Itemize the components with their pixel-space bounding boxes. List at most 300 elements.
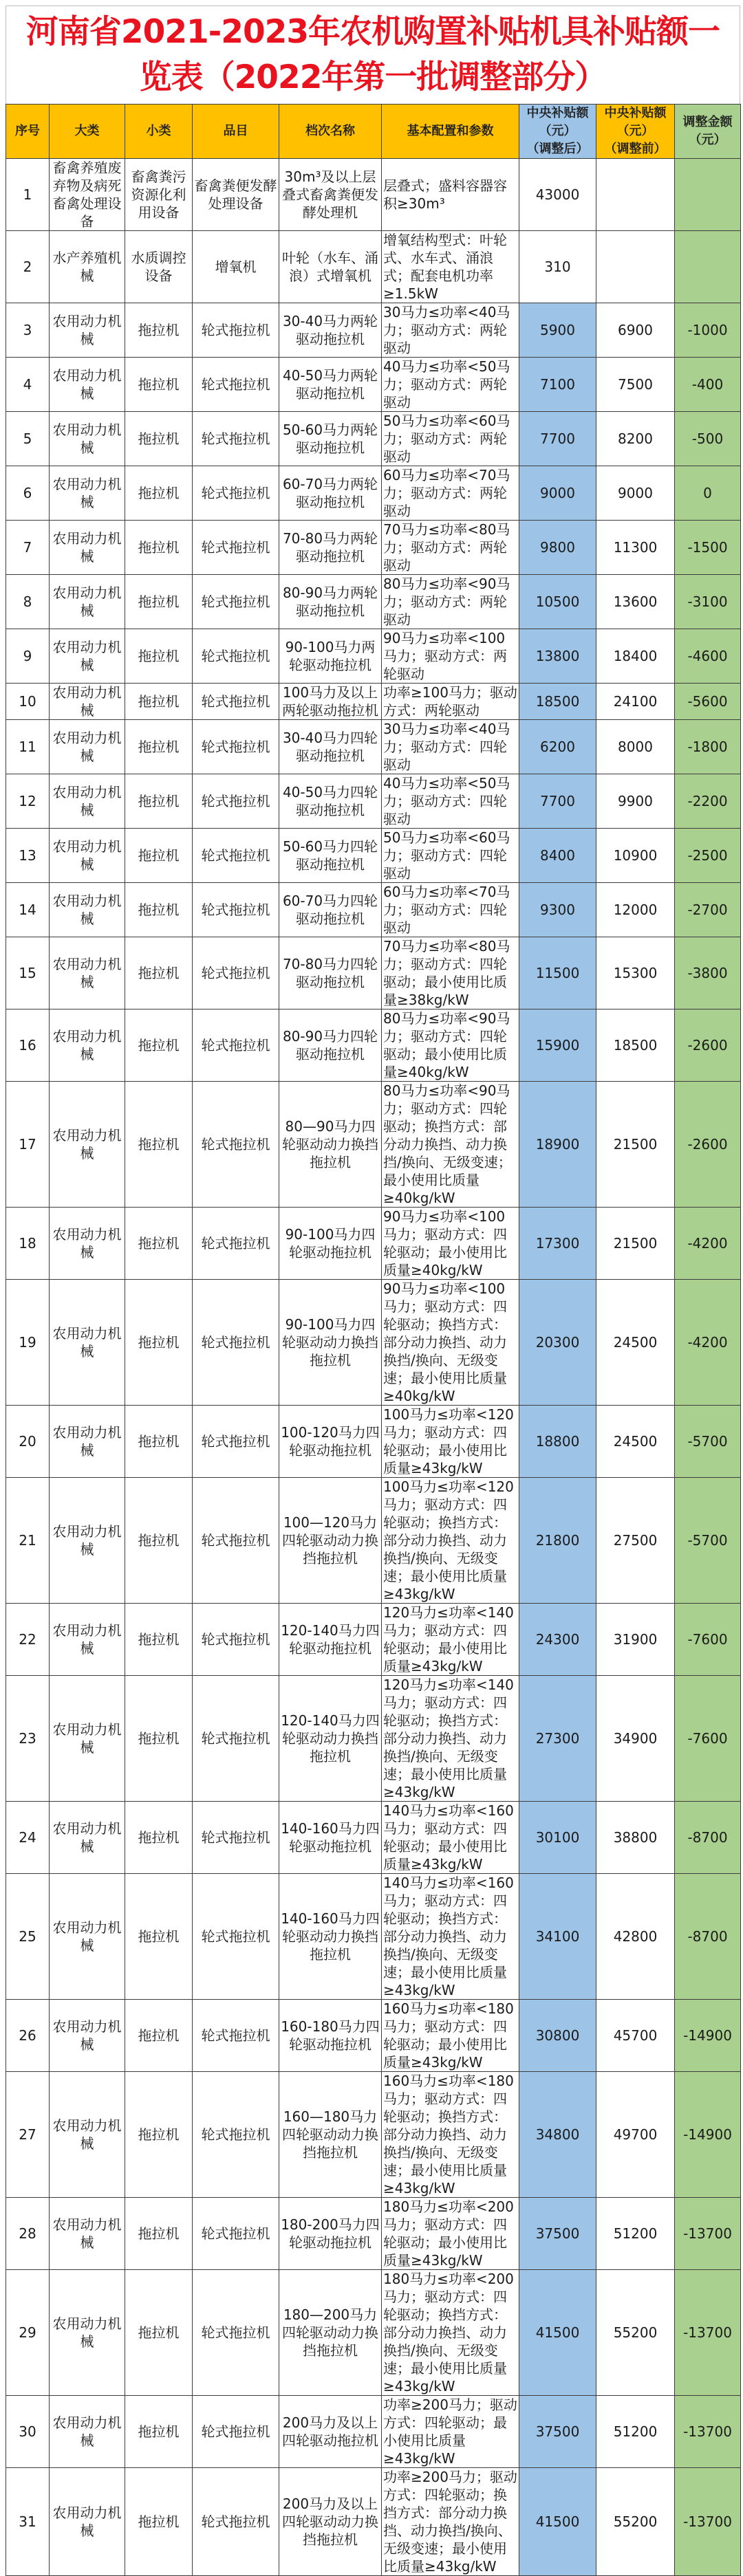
subcategory-cell: 拖拉机 (125, 358, 193, 412)
category-cell: 水产养殖机械 (50, 231, 125, 303)
params-cell: 120马力≤功率<140马力；驱动方式：四轮驱动；最小使用比质量≥43kg/kW (382, 1604, 519, 1676)
params-cell: 50马力≤功率<60马力；驱动方式：两轮驱动 (382, 412, 519, 466)
subsidy-table (6, 104, 741, 2576)
seq-cell: 25 (6, 1874, 50, 2000)
category-cell: 农用动力机械 (50, 1802, 125, 1874)
item-cell: 轮式拖拉机 (193, 575, 279, 629)
grade-cell: 90-100马力四轮驱动拖拉机 (279, 1208, 382, 1280)
subsidy-after-cell: 37500 (519, 2198, 596, 2270)
subcategory-cell: 拖拉机 (125, 1406, 193, 1478)
adjustment-cell: -1800 (675, 720, 741, 774)
subsidy-after-cell: 24300 (519, 1604, 596, 1676)
seq-cell: 1 (6, 159, 50, 231)
header-line: 中央补贴额 (526, 106, 589, 120)
subsidy-before-cell: 49700 (596, 2072, 675, 2198)
seq-cell: 5 (6, 412, 50, 466)
category-cell: 农用动力机械 (50, 937, 125, 1009)
category-cell: 农用动力机械 (50, 1082, 125, 1208)
category-cell: 农用动力机械 (50, 829, 125, 883)
params-cell: 160马力≤功率<180马力；驱动方式：四轮驱动；换挡方式：部分动力换挡、动力换挡/换向、无级变速；最小使用比质量≥43kg/kW (382, 2072, 519, 2198)
category-cell: 农用动力机械 (50, 303, 125, 358)
subsidy-before-cell: 18500 (596, 1009, 675, 1082)
subcategory-cell: 拖拉机 (125, 774, 193, 829)
subsidy-before-cell: 6900 (596, 303, 675, 358)
subsidy-before-cell: 24500 (596, 1406, 675, 1478)
subsidy-after-cell: 30100 (519, 1802, 596, 1874)
table-row (6, 1802, 741, 1874)
subsidy-before-cell: 8000 (596, 720, 675, 774)
subsidy-before-cell: 9000 (596, 466, 675, 521)
params-cell: 层叠式；盛料容器容积≥30m³ (382, 159, 519, 231)
table-row (6, 937, 741, 1009)
adjustment-cell: -4600 (675, 629, 741, 684)
adjustment-cell: -13700 (675, 2468, 741, 2576)
subcategory-cell: 拖拉机 (125, 720, 193, 774)
subcategory-cell: 拖拉机 (125, 412, 193, 466)
subsidy-before-cell: 21500 (596, 1082, 675, 1208)
subsidy-after-cell: 17300 (519, 1208, 596, 1280)
subsidy-before-cell: 38800 (596, 1802, 675, 1874)
subcategory-cell: 拖拉机 (125, 2468, 193, 2576)
subsidy-after-cell: 8400 (519, 829, 596, 883)
item-cell: 轮式拖拉机 (193, 412, 279, 466)
seq-cell: 20 (6, 1406, 50, 1478)
grade-cell: 140-160马力四轮驱动动力换挡拖拉机 (279, 1874, 382, 2000)
table-row (6, 1208, 741, 1280)
subsidy-after-cell: 7700 (519, 412, 596, 466)
subcategory-cell: 拖拉机 (125, 684, 193, 720)
params-cell: 160马力≤功率<180马力；驱动方式：四轮驱动；最小使用比质量≥43kg/kW (382, 2000, 519, 2072)
category-cell: 农用动力机械 (50, 2072, 125, 2198)
category-cell: 农用动力机械 (50, 358, 125, 412)
subsidy-before-cell: 51200 (596, 2396, 675, 2468)
page-title: 河南省2021-2023年农机购置补贴机具补贴额一览表（2022年第一批调整部分） (6, 6, 740, 104)
seq-cell: 17 (6, 1082, 50, 1208)
grade-cell: 120-140马力四轮驱动拖拉机 (279, 1604, 382, 1676)
subcategory-cell: 拖拉机 (125, 1604, 193, 1676)
subsidy-before-cell: 55200 (596, 2270, 675, 2396)
header-line: （元） (689, 133, 726, 147)
subsidy-after-cell: 37500 (519, 2396, 596, 2468)
subsidy-after-cell: 34800 (519, 2072, 596, 2198)
params-cell: 60马力≤功率<70马力；驱动方式：两轮驱动 (382, 466, 519, 521)
category-cell: 农用动力机械 (50, 2396, 125, 2468)
seq-cell: 14 (6, 883, 50, 937)
table-row (6, 720, 741, 774)
grade-cell: 30m³及以上层叠式畜禽粪便发酵处理机 (279, 159, 382, 231)
item-cell: 轮式拖拉机 (193, 1406, 279, 1478)
subcategory-cell: 拖拉机 (125, 1802, 193, 1874)
subsidy-after-cell: 13800 (519, 629, 596, 684)
subcategory-cell: 拖拉机 (125, 2198, 193, 2270)
col-header-grade: 档次名称 (279, 105, 382, 159)
subcategory-cell: 拖拉机 (125, 2396, 193, 2468)
seq-cell: 24 (6, 1802, 50, 1874)
item-cell: 轮式拖拉机 (193, 1009, 279, 1082)
seq-cell: 19 (6, 1280, 50, 1406)
grade-cell: 50-60马力四轮驱动拖拉机 (279, 829, 382, 883)
grade-cell: 60-70马力两轮驱动拖拉机 (279, 466, 382, 521)
subsidy-before-cell: 34900 (596, 1676, 675, 1802)
subsidy-after-cell: 41500 (519, 2468, 596, 2576)
grade-cell: 40-50马力两轮驱动拖拉机 (279, 358, 382, 412)
seq-cell: 11 (6, 720, 50, 774)
item-cell: 轮式拖拉机 (193, 466, 279, 521)
seq-cell: 29 (6, 2270, 50, 2396)
item-cell: 轮式拖拉机 (193, 2270, 279, 2396)
table-row (6, 629, 741, 684)
subcategory-cell: 拖拉机 (125, 575, 193, 629)
grade-cell: 70-80马力四轮驱动拖拉机 (279, 937, 382, 1009)
table-row (6, 159, 741, 231)
item-cell: 轮式拖拉机 (193, 2198, 279, 2270)
adjustment-cell: -14900 (675, 2000, 741, 2072)
subcategory-cell: 畜禽粪污资源化利用设备 (125, 159, 193, 231)
table-row (6, 2198, 741, 2270)
adjustment-cell: -13700 (675, 2198, 741, 2270)
adjustment-cell: -400 (675, 358, 741, 412)
subsidy-before-cell: 15300 (596, 937, 675, 1009)
table-row (6, 231, 741, 303)
subsidy-before-cell: 42800 (596, 1874, 675, 2000)
subsidy-after-cell: 9300 (519, 883, 596, 937)
params-cell: 40马力≤功率<50马力；驱动方式：两轮驱动 (382, 358, 519, 412)
item-cell: 轮式拖拉机 (193, 1208, 279, 1280)
adjustment-cell: -1500 (675, 521, 741, 575)
subsidy-after-cell: 6200 (519, 720, 596, 774)
table-row (6, 1082, 741, 1208)
seq-cell: 22 (6, 1604, 50, 1676)
params-cell: 140马力≤功率<160马力；驱动方式：四轮驱动；最小使用比质量≥43kg/kW (382, 1802, 519, 1874)
category-cell: 农用动力机械 (50, 2198, 125, 2270)
category-cell: 农用动力机械 (50, 1406, 125, 1478)
subsidy-before-cell: 9900 (596, 774, 675, 829)
item-cell: 增氧机 (193, 231, 279, 303)
subsidy-after-cell: 43000 (519, 159, 596, 231)
subcategory-cell: 拖拉机 (125, 629, 193, 684)
params-cell: 90马力≤功率<100马力；驱动方式：两轮驱动 (382, 629, 519, 684)
seq-cell: 2 (6, 231, 50, 303)
grade-cell: 叶轮（水车、涌浪）式增氧机 (279, 231, 382, 303)
subcategory-cell: 拖拉机 (125, 937, 193, 1009)
category-cell: 农用动力机械 (50, 1280, 125, 1406)
table-row (6, 358, 741, 412)
subcategory-cell: 水质调控设备 (125, 231, 193, 303)
category-cell: 农用动力机械 (50, 883, 125, 937)
grade-cell: 50-60马力两轮驱动拖拉机 (279, 412, 382, 466)
table-row (6, 1406, 741, 1478)
grade-cell: 30-40马力四轮驱动拖拉机 (279, 720, 382, 774)
params-cell: 70马力≤功率<80马力；驱动方式：两轮驱动 (382, 521, 519, 575)
seq-cell: 3 (6, 303, 50, 358)
grade-cell: 60-70马力四轮驱动拖拉机 (279, 883, 382, 937)
col-header-subsidy-after (519, 105, 596, 159)
table-row (6, 2270, 741, 2396)
subsidy-after-cell: 310 (519, 231, 596, 303)
params-cell: 90马力≤功率<100马力；驱动方式：四轮驱动；最小使用比质量≥40kg/kW (382, 1208, 519, 1280)
adjustment-cell: -5700 (675, 1478, 741, 1604)
seq-cell: 15 (6, 937, 50, 1009)
adjustment-cell: -2700 (675, 883, 741, 937)
subsidy-after-cell: 11500 (519, 937, 596, 1009)
subcategory-cell: 拖拉机 (125, 2000, 193, 2072)
adjustment-cell: -13700 (675, 2270, 741, 2396)
header-line: 中央补贴额 (604, 106, 667, 120)
item-cell: 轮式拖拉机 (193, 1478, 279, 1604)
params-cell: 120马力≤功率<140马力；驱动方式：四轮驱动；换挡方式：部分动力换挡、动力换挡/换向、无级变速；最小使用比质量≥43kg/kW (382, 1676, 519, 1802)
category-cell: 农用动力机械 (50, 684, 125, 720)
item-cell: 轮式拖拉机 (193, 358, 279, 412)
item-cell: 轮式拖拉机 (193, 1874, 279, 2000)
adjustment-cell: -500 (675, 412, 741, 466)
grade-cell: 90-100马力四轮驱动动力换挡拖拉机 (279, 1280, 382, 1406)
table-row (6, 684, 741, 720)
adjustment-cell: -8700 (675, 1802, 741, 1874)
subsidy-before-cell: 18400 (596, 629, 675, 684)
item-cell: 轮式拖拉机 (193, 1802, 279, 1874)
header-line: （调整前） (604, 142, 667, 156)
subcategory-cell: 拖拉机 (125, 1478, 193, 1604)
grade-cell: 120-140马力四轮驱动动力换挡拖拉机 (279, 1676, 382, 1802)
subsidy-after-cell: 9000 (519, 466, 596, 521)
params-cell: 180马力≤功率<200马力；驱动方式：四轮驱动；换挡方式：部分动力换挡、动力换挡/换向、无级变速；最小使用比质量≥43kg/kW (382, 2270, 519, 2396)
subcategory-cell: 拖拉机 (125, 466, 193, 521)
grade-cell: 80—90马力四轮驱动动力换挡拖拉机 (279, 1082, 382, 1208)
subsidy-after-cell: 15900 (519, 1009, 596, 1082)
item-cell: 轮式拖拉机 (193, 883, 279, 937)
seq-cell: 9 (6, 629, 50, 684)
category-cell: 农用动力机械 (50, 521, 125, 575)
subcategory-cell: 拖拉机 (125, 521, 193, 575)
subsidy-after-cell: 34100 (519, 1874, 596, 2000)
adjustment-cell: -14900 (675, 2072, 741, 2198)
subcategory-cell: 拖拉机 (125, 829, 193, 883)
seq-cell: 4 (6, 358, 50, 412)
table-row (6, 883, 741, 937)
params-cell: 80马力≤功率<90马力；驱动方式：四轮驱动；换挡方式：部分动力换挡、动力换挡/换向、无级变速；最小使用比质量≥40kg/kW (382, 1082, 519, 1208)
category-cell: 农用动力机械 (50, 2270, 125, 2396)
grade-cell: 30-40马力两轮驱动拖拉机 (279, 303, 382, 358)
adjustment-cell: -4200 (675, 1208, 741, 1280)
subsidy-before-cell: 12000 (596, 883, 675, 937)
subcategory-cell: 拖拉机 (125, 1280, 193, 1406)
subsidy-before-cell: 11300 (596, 521, 675, 575)
col-header-category: 大类 (50, 105, 125, 159)
table-row (6, 466, 741, 521)
category-cell: 农用动力机械 (50, 1478, 125, 1604)
subsidy-before-cell (596, 159, 675, 231)
subcategory-cell: 拖拉机 (125, 1009, 193, 1082)
col-header-item: 品目 (193, 105, 279, 159)
subsidy-after-cell: 30800 (519, 2000, 596, 2072)
subcategory-cell: 拖拉机 (125, 1676, 193, 1802)
params-cell: 100马力≤功率<120马力；驱动方式：四轮驱动；换挡方式：部分动力换挡、动力换挡/换向、无级变速；最小使用比质量≥43kg/kW (382, 1478, 519, 1604)
col-header-params: 基本配置和参数 (382, 105, 519, 159)
params-cell: 功率≥200马力；驱动方式：四轮驱动；最小使用比质量≥43kg/kW (382, 2396, 519, 2468)
category-cell: 农用动力机械 (50, 412, 125, 466)
subsidy-before-cell: 24100 (596, 684, 675, 720)
subsidy-after-cell: 18800 (519, 1406, 596, 1478)
subsidy-before-cell: 8200 (596, 412, 675, 466)
header-line: （元） (616, 124, 654, 138)
table-row (6, 2468, 741, 2576)
subcategory-cell: 拖拉机 (125, 1874, 193, 2000)
subsidy-before-cell: 24500 (596, 1280, 675, 1406)
subcategory-cell: 拖拉机 (125, 1208, 193, 1280)
subsidy-after-cell: 5900 (519, 303, 596, 358)
item-cell: 轮式拖拉机 (193, 684, 279, 720)
params-cell: 60马力≤功率<70马力；驱动方式：四轮驱动 (382, 883, 519, 937)
params-cell: 40马力≤功率<50马力；驱动方式：四轮驱动 (382, 774, 519, 829)
params-cell: 100马力≤功率<120马力；驱动方式：四轮驱动；最小使用比质量≥43kg/kW (382, 1406, 519, 1478)
grade-cell: 80-90马力两轮驱动拖拉机 (279, 575, 382, 629)
table-row (6, 2396, 741, 2468)
header-line: （调整后） (526, 142, 589, 156)
adjustment-cell: -2600 (675, 1009, 741, 1082)
adjustment-cell: -5700 (675, 1406, 741, 1478)
subcategory-cell: 拖拉机 (125, 303, 193, 358)
item-cell: 轮式拖拉机 (193, 937, 279, 1009)
table-row (6, 829, 741, 883)
category-cell: 畜禽养殖废弃物及病死畜禽处理设备 (50, 159, 125, 231)
table-row (6, 2000, 741, 2072)
category-cell: 农用动力机械 (50, 774, 125, 829)
seq-cell: 13 (6, 829, 50, 883)
item-cell: 轮式拖拉机 (193, 1676, 279, 1802)
subsidy-before-cell: 13600 (596, 575, 675, 629)
category-cell: 农用动力机械 (50, 2468, 125, 2576)
item-cell: 轮式拖拉机 (193, 774, 279, 829)
seq-cell: 28 (6, 2198, 50, 2270)
subsidy-before-cell: 45700 (596, 2000, 675, 2072)
grade-cell: 100马力及以上两轮驱动拖拉机 (279, 684, 382, 720)
category-cell: 农用动力机械 (50, 1208, 125, 1280)
subsidy-after-cell: 20300 (519, 1280, 596, 1406)
category-cell: 农用动力机械 (50, 1604, 125, 1676)
col-header-seq: 序号 (6, 105, 50, 159)
grade-cell: 160-180马力四轮驱动拖拉机 (279, 2000, 382, 2072)
grade-cell: 180—200马力四轮驱动动力换挡拖拉机 (279, 2270, 382, 2396)
grade-cell: 200马力及以上四轮驱动拖拉机 (279, 2396, 382, 2468)
item-cell: 轮式拖拉机 (193, 720, 279, 774)
grade-cell: 200马力及以上四轮驱动动力换挡拖拉机 (279, 2468, 382, 2576)
col-header-subcategory: 小类 (125, 105, 193, 159)
adjustment-cell: 0 (675, 466, 741, 521)
category-cell: 农用动力机械 (50, 1009, 125, 1082)
grade-cell: 180-200马力四轮驱动拖拉机 (279, 2198, 382, 2270)
table-row (6, 575, 741, 629)
subsidy-before-cell: 21500 (596, 1208, 675, 1280)
header-line: 调整金额 (682, 115, 733, 129)
grade-cell: 140-160马力四轮驱动拖拉机 (279, 1802, 382, 1874)
subsidy-after-cell: 9800 (519, 521, 596, 575)
params-cell: 140马力≤功率<160马力；驱动方式：四轮驱动；换挡方式：部分动力换挡、动力换挡/换向、无级变速；最小使用比质量≥43kg/kW (382, 1874, 519, 2000)
item-cell: 畜禽粪便发酵处理设备 (193, 159, 279, 231)
subsidy-before-cell: 51200 (596, 2198, 675, 2270)
item-cell: 轮式拖拉机 (193, 1604, 279, 1676)
adjustment-cell: -4200 (675, 1280, 741, 1406)
seq-cell: 6 (6, 466, 50, 521)
seq-cell: 23 (6, 1676, 50, 1802)
subsidy-before-cell: 10900 (596, 829, 675, 883)
seq-cell: 26 (6, 2000, 50, 2072)
seq-cell: 12 (6, 774, 50, 829)
category-cell: 农用动力机械 (50, 1874, 125, 2000)
category-cell: 农用动力机械 (50, 1676, 125, 1802)
subcategory-cell: 拖拉机 (125, 883, 193, 937)
category-cell: 农用动力机械 (50, 466, 125, 521)
adjustment-cell (675, 159, 741, 231)
item-cell: 轮式拖拉机 (193, 829, 279, 883)
adjustment-cell: -7600 (675, 1604, 741, 1676)
adjustment-cell: -2500 (675, 829, 741, 883)
table-row (6, 1478, 741, 1604)
params-cell: 30马力≤功率<40马力；驱动方式：两轮驱动 (382, 303, 519, 358)
table-row (6, 774, 741, 829)
params-cell: 功率≥200马力；驱动方式：四轮驱动；换挡方式：部分动力换挡、动力换挡/换向、无级变速；最小使用比质量≥43kg/kW (382, 2468, 519, 2576)
seq-cell: 30 (6, 2396, 50, 2468)
adjustment-cell: -2600 (675, 1082, 741, 1208)
item-cell: 轮式拖拉机 (193, 521, 279, 575)
grade-cell: 40-50马力四轮驱动拖拉机 (279, 774, 382, 829)
grade-cell: 160—180马力四轮驱动动力换挡拖拉机 (279, 2072, 382, 2198)
table-body (6, 159, 741, 2576)
table-row (6, 1676, 741, 1802)
seq-cell: 8 (6, 575, 50, 629)
subsidy-after-cell: 7100 (519, 358, 596, 412)
subsidy-before-cell: 55200 (596, 2468, 675, 2576)
seq-cell: 21 (6, 1478, 50, 1604)
subsidy-after-cell: 10500 (519, 575, 596, 629)
subsidy-after-cell: 21800 (519, 1478, 596, 1604)
seq-cell: 7 (6, 521, 50, 575)
grade-cell: 70-80马力两轮驱动拖拉机 (279, 521, 382, 575)
adjustment-cell: -3100 (675, 575, 741, 629)
col-header-adjustment (675, 105, 741, 159)
subcategory-cell: 拖拉机 (125, 2072, 193, 2198)
item-cell: 轮式拖拉机 (193, 1082, 279, 1208)
subcategory-cell: 拖拉机 (125, 1082, 193, 1208)
item-cell: 轮式拖拉机 (193, 2000, 279, 2072)
grade-cell: 90-100马力两轮驱动拖拉机 (279, 629, 382, 684)
item-cell: 轮式拖拉机 (193, 629, 279, 684)
category-cell: 农用动力机械 (50, 629, 125, 684)
params-cell: 180马力≤功率<200马力；驱动方式：四轮驱动；最小使用比质量≥43kg/kW (382, 2198, 519, 2270)
item-cell: 轮式拖拉机 (193, 1280, 279, 1406)
subsidy-before-cell (596, 231, 675, 303)
category-cell: 农用动力机械 (50, 720, 125, 774)
seq-cell: 16 (6, 1009, 50, 1082)
adjustment-cell: -7600 (675, 1676, 741, 1802)
seq-cell: 10 (6, 684, 50, 720)
params-cell: 功率≥100马力；驱动方式：两轮驱动 (382, 684, 519, 720)
table-row (6, 1009, 741, 1082)
params-cell: 70马力≤功率<80马力；驱动方式：四轮驱动；最小使用比质量≥38kg/kW (382, 937, 519, 1009)
subsidy-before-cell: 7500 (596, 358, 675, 412)
table-row (6, 412, 741, 466)
adjustment-cell: -3800 (675, 937, 741, 1009)
adjustment-cell (675, 231, 741, 303)
seq-cell: 31 (6, 2468, 50, 2576)
adjustment-cell: -8700 (675, 1874, 741, 2000)
table-row (6, 1280, 741, 1406)
params-cell: 80马力≤功率<90马力；驱动方式：两轮驱动 (382, 575, 519, 629)
subsidy-after-cell: 18500 (519, 684, 596, 720)
item-cell: 轮式拖拉机 (193, 2468, 279, 2576)
header-row (6, 105, 741, 159)
adjustment-cell: -5600 (675, 684, 741, 720)
item-cell: 轮式拖拉机 (193, 2396, 279, 2468)
